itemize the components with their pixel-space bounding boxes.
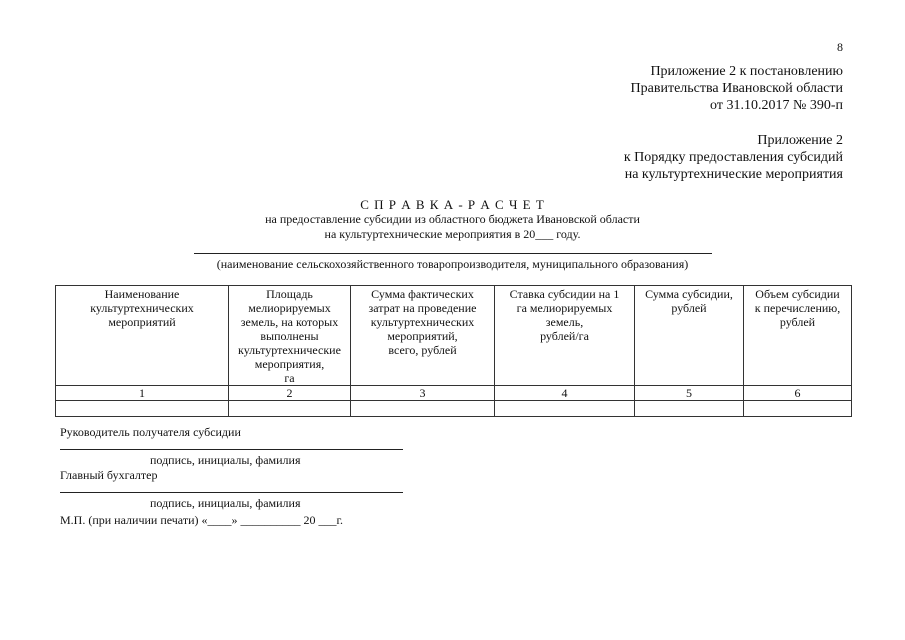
table-cell [351,401,495,417]
table-header-text: Площадь [266,287,313,301]
table-header-text: га [284,371,295,385]
table-header-text: земель, на которых [240,315,339,329]
table-header-cell [56,286,229,386]
table-header-text: всего, рублей [388,343,457,357]
table-cell [56,401,229,417]
table-header-text: мероприятий, [387,329,458,343]
table-header-cell [495,286,635,386]
document-title: С П Р А В К А - Р А С Ч Е Т [360,197,545,212]
annex-procedure-line: к Порядку предоставления субсидий [623,150,843,165]
document-title-block [0,197,905,242]
table-header-cell [229,286,351,386]
table-cell [229,401,351,417]
document-subtitle-line: на предоставление субсидии из областного бюджета Ивановской области [265,212,640,226]
accountant-signature-line [60,492,403,493]
annex-procedure-line: на культуртехнические мероприятия [624,167,843,182]
table-cell [495,401,635,417]
table-header-text: га мелиорируемых [516,301,613,315]
table-column-number: 4 [495,386,635,401]
table-header-text: Сумма фактических [371,287,474,301]
table-header-text: Объем субсидии [755,287,840,301]
producer-name-caption: (наименование сельскохозяйственного товаропроизводителя, муниципального образования) [216,257,689,271]
table-header-text: культуртехнических [90,301,194,315]
table-header-text: мероприятия, [254,357,325,371]
table-header-text: мелиорируемых [248,301,331,315]
table-header-row [56,286,852,386]
table-header-text: мероприятий [108,315,176,329]
table-header-text: Ставка субсидии на 1 [509,287,620,301]
table-row [56,401,852,417]
table-header-text: выполнены [260,329,319,343]
annex-procedure-line: Приложение 2 [757,133,843,148]
stamp-date-line: М.П. (при наличии печати) «____» __________ 20 ___г. [60,513,344,527]
table-cell [635,401,744,417]
table-header-text: земель, [545,315,584,329]
annex-resolution-header [631,63,843,114]
accountant-signature-label: Главный бухгалтер [60,468,158,482]
table-header-text: рублей/га [540,329,589,343]
producer-name-line [194,253,712,254]
page-number: 8 [837,40,843,54]
annex-procedure-header [624,132,843,183]
head-signature-line [60,449,403,450]
head-signature-caption: подпись, инициалы, фамилия [150,453,301,467]
head-signature-label: Руководитель получателя субсидии [60,425,241,439]
table-column-number-row [56,386,852,401]
table-header-text: Наименование [104,287,180,301]
table-cell [744,401,852,417]
annex-resolution-line: Приложение 2 к постановлению [650,64,843,79]
accountant-signature-caption: подпись, инициалы, фамилия [150,496,301,510]
table-header-text: рублей [671,301,707,315]
document-subtitle-line: на культуртехнические мероприятия в 20___ году. [324,227,581,241]
table-header-text: к перечислению, [754,301,841,315]
table-header-cell [635,286,744,386]
annex-resolution-line: от 31.10.2017 № 390-п [710,98,843,113]
table-header-cell [744,286,852,386]
table-header-text: рублей [779,315,816,329]
annex-resolution-line: Правительства Ивановской области [630,81,843,96]
table-column-number: 2 [229,386,351,401]
table-header-text: культуртехнических [370,315,475,329]
table-column-number: 1 [56,386,229,401]
table-header-text: культуртехнические [238,343,341,357]
table-column-number: 6 [744,386,852,401]
table-header-cell [351,286,495,386]
table-column-number: 3 [351,386,495,401]
table-header-text: затрат на проведение [368,301,477,315]
table-header-text: Сумма субсидии, [645,287,733,301]
table-column-number: 5 [635,386,744,401]
calculation-table [55,285,852,417]
